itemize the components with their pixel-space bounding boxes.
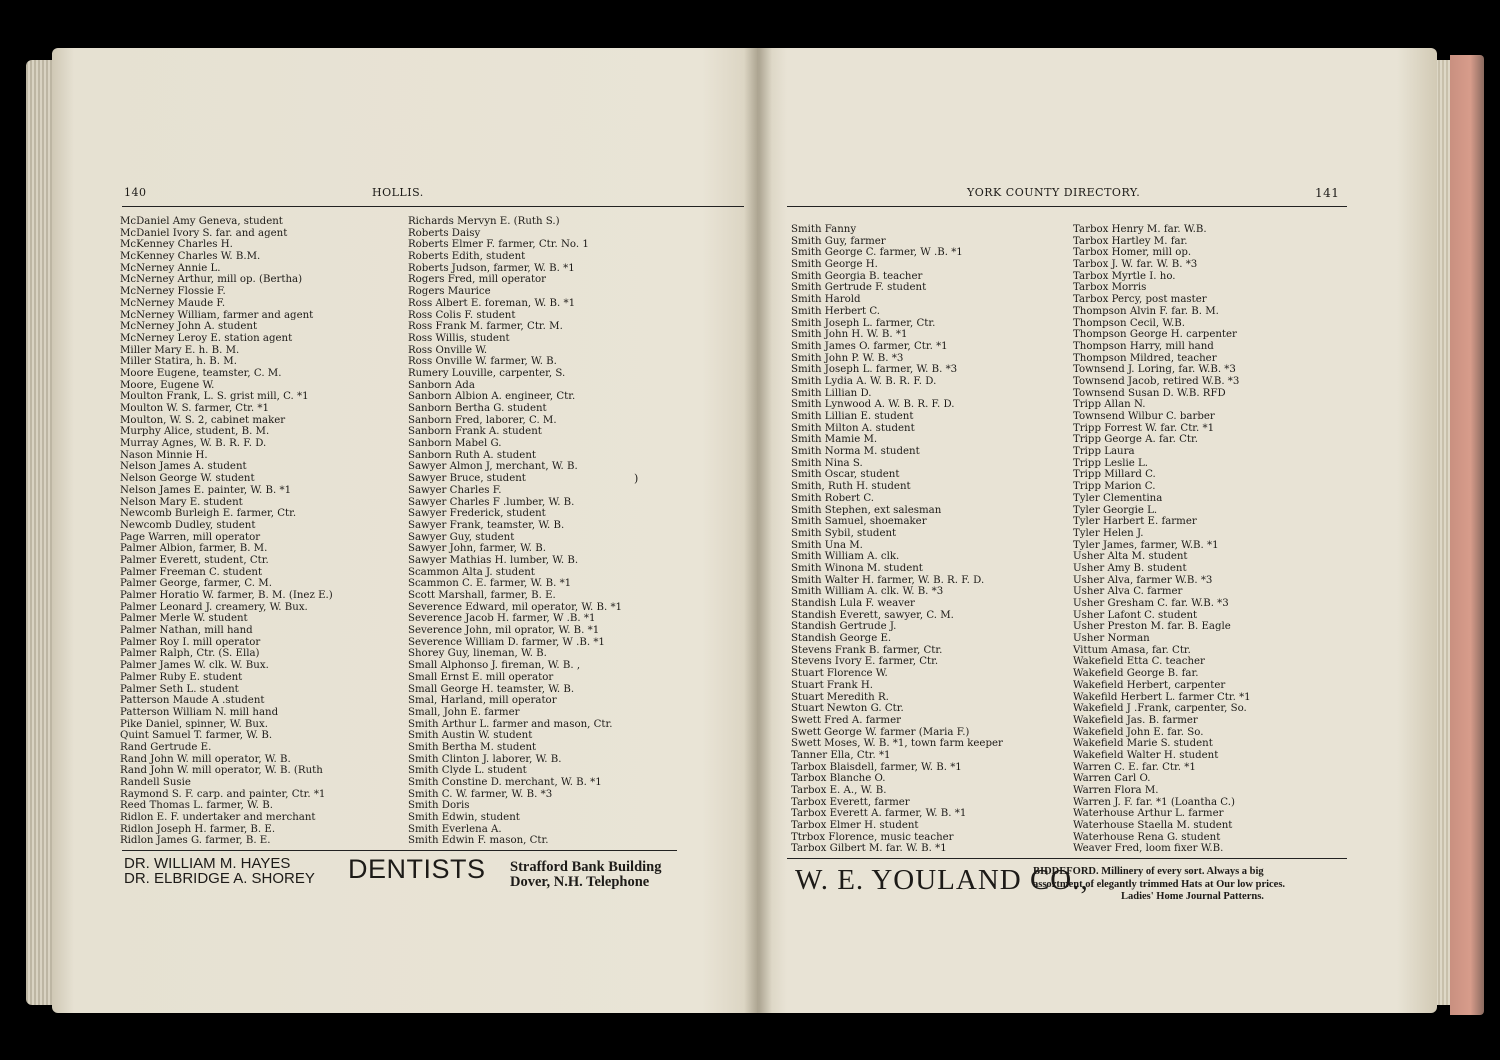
directory-entry: Smith Harold — [791, 294, 861, 306]
directory-entry: Murphy Alice, student, B. M. — [120, 426, 270, 438]
directory-entry: Sanborn Ruth A. student — [408, 449, 536, 461]
dentists-ad-address — [510, 860, 662, 890]
directory-entry: Smith John P. W. B. *3 — [791, 352, 904, 364]
directory-entry: Richards Mervyn E. (Ruth S.) — [408, 216, 560, 227]
directory-entry: Nelson George W. student — [120, 473, 255, 485]
directory-entry: Smith Norma M. student — [791, 446, 920, 458]
directory-entry: Scammon Alta J. student — [408, 566, 535, 578]
directory-entry: Rand Gertrude E. — [120, 741, 212, 753]
directory-entry: Smith Doris — [408, 800, 470, 812]
directory-entry: Small Ernst E. mill operator — [408, 671, 554, 683]
directory-entry: Smith Samuel, shoemaker — [791, 516, 927, 528]
directory-entry: Sawyer Mathias H. lumber, W. B. — [408, 554, 579, 566]
directory-entry: Smith Austin W. student — [408, 730, 533, 742]
directory-entry: Smith Una M. — [791, 539, 863, 551]
directory-entry: Ross Willis, student — [408, 332, 510, 344]
directory-entry: Tarbox Everett A. farmer, W. B. *1 — [791, 808, 967, 820]
directory-entry: Rogers Fred, mill operator — [408, 274, 547, 286]
directory-entry: McNerney Flossie F. — [120, 286, 226, 298]
header-rule — [787, 206, 1347, 207]
directory-entry: Sanborn Fred, laborer, C. M. — [408, 414, 557, 426]
directory-entry: Swett George W. farmer (Maria F.) — [791, 726, 970, 738]
directory-entry: Usher Gresham C. far. W.B. *3 — [1073, 598, 1229, 609]
ad-address-line: Strafford Bank Building — [510, 859, 662, 875]
directory-entry: Sawyer Almon J, merchant, W. B. — [408, 461, 578, 473]
directory-entry: Murray Agnes, W. B. R. F. D. — [120, 438, 267, 450]
directory-entry: Warren Carl O. — [1073, 773, 1151, 785]
directory-entry: Townsend Wilbur C. barber — [1073, 411, 1215, 422]
directory-entry: Smith Mamie M. — [791, 434, 878, 446]
directory-entry: Ross Onville W. farmer, W. B. — [408, 356, 557, 368]
directory-entry: Miller Mary E. h. B. M. — [120, 344, 240, 356]
directory-entry: Townsend Jacob, retired W.B. *3 — [1073, 375, 1240, 387]
directory-entry: Palmer Leonard J. creamery, W. Bux. — [120, 601, 308, 613]
running-head: HOLLIS. — [372, 186, 424, 199]
ad-doctor-name: DR. WILLIAM M. HAYES — [124, 855, 291, 872]
directory-entry: Tarbox Morris — [1073, 282, 1147, 294]
directory-entry: Thompson Cecil, W.B. — [1073, 317, 1186, 329]
directory-entry: Smith Stephen, ext salesman — [791, 504, 942, 516]
running-head: YORK COUNTY DIRECTORY. — [967, 186, 1141, 199]
directory-entry: Smith Edwin F. mason, Ctr. — [408, 835, 549, 847]
directory-entry: Smith Sybil, student — [791, 527, 897, 539]
directory-entry: Wakefild Herbert L. farmer Ctr. *1 — [1073, 691, 1251, 703]
directory-entry: Townsend Susan D. W.B. RFD — [1073, 387, 1226, 399]
directory-entry: Tarbox Blaisdell, farmer, W. B. *1 — [791, 761, 962, 773]
directory-column-left-1 — [120, 216, 333, 847]
directory-entry: Smith Lynwood A. W. B. R. F. D. — [791, 399, 955, 411]
directory-entry: Palmer Seth L. student — [120, 683, 239, 695]
directory-entry: Waterhouse Staella M. student — [1073, 820, 1233, 832]
directory-entry: Smith Walter H. farmer, W. B. R. F. D. — [791, 574, 985, 586]
directory-entry: Tarbox Blanche O. — [791, 773, 886, 785]
directory-entry: Sanborn Mabel G. — [408, 438, 502, 450]
directory-entry: Smith Winona M. student — [791, 562, 923, 574]
directory-entry: Severence Jacob H. farmer, W .B. *1 — [408, 613, 596, 625]
directory-entry: Smith Clinton J. laborer, W. B. — [408, 753, 562, 765]
directory-entry: McDaniel Ivory S. far. and agent — [120, 227, 288, 239]
directory-entry: Townsend J. Loring, far. W.B. *3 — [1073, 364, 1236, 376]
directory-entry: Moore Eugene, teamster, C. M. — [120, 367, 282, 379]
directory-entry: Rumery Louville, carpenter, S. — [408, 367, 566, 379]
directory-entry: Ross Onville W. — [408, 344, 488, 356]
directory-entry: Tripp George A. far. Ctr. — [1073, 434, 1198, 446]
directory-entry: Smith James O. farmer, Ctr. *1 — [791, 340, 948, 352]
directory-entry: Smith George H. — [791, 259, 878, 271]
directory-entry: Smith Georgia B. teacher — [791, 270, 923, 282]
directory-entry: Severence John, mil oprator, W. B. *1 — [408, 625, 600, 637]
directory-entry: McDaniel Amy Geneva, student — [120, 216, 283, 227]
directory-entry: Nason Minnie H. — [120, 449, 208, 461]
directory-entry: Scott Marshall, farmer, B. E. — [408, 590, 556, 601]
directory-entry: Tyler Harbert E. farmer — [1073, 516, 1197, 528]
directory-entry: Nelson James A. student — [120, 461, 247, 473]
directory-entry: Palmer Freeman C. student — [120, 566, 263, 578]
directory-entry: Smith Edwin, student — [408, 812, 520, 824]
directory-entry: Reed Thomas L. farmer, W. B. — [120, 800, 273, 812]
directory-entry: Palmer Roy I. mill operator — [120, 636, 261, 648]
directory-entry: Tripp Millard C. — [1073, 469, 1156, 481]
ad-dentists-title: DENTISTS — [348, 854, 486, 884]
directory-entry: Tripp Leslie L. — [1073, 457, 1149, 469]
page-number: 141 — [1315, 186, 1340, 200]
directory-entry: Wakefield J .Frank, carpenter, So. — [1073, 703, 1247, 715]
directory-entry: Ross Frank M. farmer, Ctr. M. — [408, 321, 563, 333]
directory-entry: Thompson George H. carpenter — [1073, 329, 1237, 341]
directory-entry: Palmer George, farmer, C. M. — [120, 578, 272, 590]
directory-entry: Weaver Fred, loom fixer W.B. — [1073, 843, 1224, 855]
directory-entry: Sawyer John, farmer, W. B. — [408, 543, 547, 555]
directory-entry: Roberts Judson, farmer, W. B. *1 — [408, 262, 575, 274]
directory-entry: Tyler Clementina — [1073, 492, 1163, 504]
directory-entry: Palmer Merle W. student — [120, 613, 248, 625]
directory-entry: Smith Joseph L. farmer, W. B. *3 — [791, 364, 958, 376]
directory-entry: Palmer Ralph, Ctr. (S. Ella) — [120, 648, 260, 660]
directory-entry: Rogers Maurice — [408, 286, 491, 298]
directory-entry: McNerney John A. student — [120, 321, 258, 333]
directory-entry: Smith Gertrude F. student — [791, 282, 927, 294]
directory-entry: McKenney Charles H. — [120, 239, 233, 251]
directory-entry: Wakefield Marie S. student — [1073, 738, 1213, 750]
directory-entry: Tarbox Gilbert M. far. W. B. *1 — [791, 843, 947, 855]
directory-entry: Smith Everlena A. — [408, 823, 502, 835]
directory-entry: Smith Arthur L. farmer and mason, Ctr. — [408, 718, 613, 730]
directory-entry: Stevens Ivory E. farmer, Ctr. — [791, 656, 939, 668]
directory-entry: Usher Amy B. student — [1073, 562, 1187, 574]
directory-entry: Roberts Daisy — [408, 227, 481, 239]
directory-entry: Tanner Ella, Ctr. *1 — [791, 749, 891, 761]
directory-entry: Smith Guy, farmer — [791, 235, 886, 247]
directory-entry: Roberts Edith, student — [408, 251, 526, 263]
directory-entry: Standish Everett, sawyer, C. M. — [791, 609, 954, 621]
directory-entry: Ridlon Joseph H. farmer, B. E. — [120, 823, 276, 835]
directory-entry: Vittum Amasa, far. Ctr. — [1073, 644, 1191, 656]
directory-entry: Standish Gertrude J. — [791, 621, 897, 633]
directory-entry: Stevens Frank B. farmer, Ctr. — [791, 644, 943, 656]
directory-entry: Wakefield George B. far. — [1073, 668, 1199, 680]
directory-entry: Small George H. teamster, W. B. — [408, 683, 575, 695]
directory-entry: Ross Colis F. student — [408, 309, 516, 321]
directory-entry: Thompson Mildred, teacher — [1073, 352, 1217, 364]
directory-entry: McNerney Leroy E. station agent — [120, 332, 293, 344]
directory-entry: Ridlon James G. farmer, B. E. — [120, 835, 271, 847]
directory-entry: Smith Robert C. — [791, 492, 875, 504]
book-gutter — [744, 48, 772, 1013]
directory-entry: Usher Alta M. student — [1073, 551, 1188, 563]
directory-entry: Tarbox Myrtle I. ho. — [1073, 270, 1176, 282]
directory-entry: Smal, Harland, mill operator — [408, 695, 557, 707]
directory-entry: Tarbox J. W. far. W. B. *3 — [1073, 259, 1198, 271]
directory-entry: Thompson Alvin F. far. B. M. — [1073, 305, 1219, 317]
directory-entry: Sawyer Guy, student — [408, 531, 515, 543]
directory-entry: Patterson Maude A .student — [120, 695, 265, 707]
directory-entry: Nelson James E. painter, W. B. *1 — [120, 484, 292, 496]
directory-entry: Tarbox Everett, farmer — [791, 796, 910, 808]
directory-entry: Tarbox Elmer H. student — [791, 820, 919, 832]
directory-entry: Usher Lafont C. student — [1073, 609, 1198, 621]
directory-entry: Smith Lillian D. — [791, 387, 872, 399]
directory-entry: Standish Lula F. weaver — [791, 598, 915, 609]
directory-entry: Stuart Meredith R. — [791, 691, 889, 703]
directory-entry: Waterhouse Arthur L. farmer — [1073, 808, 1224, 820]
directory-entry: Quint Samuel T. farmer, W. B. — [120, 730, 273, 742]
directory-entry: Palmer Everett, student, Ctr. — [120, 554, 269, 566]
directory-entry: Palmer James W. clk. W. Bux. — [120, 660, 269, 672]
directory-entry: Moulton W. S. farmer, Ctr. *1 — [120, 403, 269, 414]
directory-entry: Sawyer Frank, teamster, W. B. — [408, 519, 565, 531]
footer-rule — [122, 850, 677, 851]
directory-entry: Smith, Ruth H. student — [791, 481, 911, 493]
directory-entry: Tarbox Henry M. far. W.B. — [1073, 224, 1207, 235]
right-page — [757, 48, 1437, 1013]
directory-entry: Tyler James, farmer, W.B. *1 — [1073, 539, 1219, 551]
directory-entry: Usher Norman — [1073, 633, 1150, 645]
directory-entry: Pike Daniel, spinner, W. Bux. — [120, 718, 268, 730]
directory-entry: Smith Joseph L. farmer, Ctr. — [791, 317, 936, 329]
directory-column-left-2 — [408, 216, 622, 847]
directory-entry: Page Warren, mill operator — [120, 531, 261, 543]
directory-entry: Small, John E. farmer — [408, 706, 520, 718]
directory-entry: Palmer Nathan, mill hand — [120, 625, 253, 637]
directory-entry: Wakefield Herbert, carpenter — [1073, 679, 1226, 691]
directory-entry: Standish George E. — [791, 633, 892, 645]
directory-entry: Smith Nina S. — [791, 457, 863, 469]
directory-entry: Sawyer Bruce, student — [408, 473, 526, 485]
directory-entry: Ttrbox Florence, music teacher — [791, 831, 954, 843]
directory-entry: Miller Statira, h. B. M. — [120, 356, 237, 368]
directory-entry: McNerney William, farmer and agent — [120, 309, 314, 321]
directory-entry: Sanborn Bertha G. student — [408, 403, 547, 414]
ad-address-line: Dover, N.H. Telephone — [510, 874, 650, 890]
directory-entry: Newcomb Dudley, student — [120, 519, 256, 531]
directory-entry: Thompson Harry, mill hand — [1073, 340, 1214, 352]
directory-entry: Smith Milton A. student — [791, 422, 915, 434]
directory-entry: Wakefield John E. far. So. — [1073, 726, 1204, 738]
directory-entry: Rand John W. mill operator, W. B. — [120, 753, 291, 765]
directory-entry: Swett Moses, W. B. *1, town farm keeper — [791, 738, 1003, 750]
directory-entry: Smith John H. W. B. *1 — [791, 329, 908, 341]
directory-entry: Palmer Horatio W. farmer, B. M. (Inez E.) — [120, 590, 333, 601]
open-book — [22, 40, 1482, 1025]
directory-entry: Smith Clyde L. student — [408, 765, 527, 777]
directory-entry: Sanborn Frank A. student — [408, 426, 542, 438]
directory-entry: Smith Herbert C. — [791, 305, 880, 317]
directory-entry: Tarbox Hartley M. far. — [1073, 235, 1188, 247]
directory-entry: Usher Preston M. far. B. Eagle — [1073, 621, 1231, 633]
directory-entry: McKenney Charles W. B.M. — [120, 251, 261, 263]
directory-entry: Smith Lillian E. student — [791, 411, 914, 422]
directory-entry: Smith William A. clk. W. B. *3 — [791, 586, 944, 598]
directory-entry: Moulton, W. S. 2, cabinet maker — [120, 414, 286, 426]
directory-entry: Tyler Helen J. — [1073, 527, 1144, 539]
directory-entry: Wakefield Etta C. teacher — [1073, 656, 1205, 668]
book-cover-edge — [1450, 55, 1484, 1015]
directory-entry: McNerney Maude F. — [120, 297, 226, 309]
directory-entry: Sanborn Albion A. engineer, Ctr. — [408, 391, 576, 403]
directory-column-right-2 — [1073, 224, 1251, 855]
youland-ad-text — [1033, 866, 1285, 904]
directory-entry: Sawyer Frederick, student — [408, 508, 546, 520]
directory-entry: Patterson William N. mill hand — [120, 706, 279, 718]
directory-entry: Ridlon E. F. undertaker and merchant — [120, 812, 316, 824]
directory-entry: Stuart Frank H. — [791, 679, 874, 691]
directory-entry: McNerney Arthur, mill op. (Bertha) — [120, 274, 303, 286]
directory-entry: Smith Fanny — [791, 224, 857, 235]
directory-entry: Newcomb Burleigh E. farmer, Ctr. — [120, 508, 297, 520]
ad-text-line: assortment of elegantly trimmed Hats at Our low prices. — [1033, 878, 1286, 890]
ad-doctor-name: DR. ELBRIDGE A. SHOREY — [124, 870, 315, 887]
directory-entry: Smith William A. clk. — [791, 551, 900, 563]
left-page — [52, 48, 757, 1013]
ad-text-line: BIDDEFORD. Millinery of every sort. Always a big — [1033, 866, 1264, 877]
directory-column-right-1 — [791, 224, 1003, 855]
directory-entry: Tripp Forrest W. far. Ctr. *1 — [1073, 422, 1215, 434]
directory-entry: Severence William D. farmer, W .B. *1 — [408, 636, 605, 648]
directory-entry: McNerney Annie L. — [120, 262, 221, 274]
directory-entry: Smith Constine D. merchant, W. B. *1 — [408, 777, 602, 788]
directory-entry: Nelson Mary E. student — [120, 496, 243, 508]
stray-mark: ) — [634, 472, 639, 485]
directory-entry: Tripp Marion C. — [1073, 481, 1156, 493]
directory-entry: Warren J. F. far. *1 (Loantha C.) — [1073, 796, 1235, 808]
directory-entry: Moore, Eugene W. — [120, 379, 215, 391]
ad-youland-company: W. E. YOULAND CO., — [795, 864, 1089, 896]
directory-entry: Sawyer Charles F. — [408, 484, 502, 496]
directory-entry: Raymond S. F. carp. and painter, Ctr. *1 — [120, 788, 326, 800]
directory-entry: Usher Alva C. farmer — [1073, 586, 1183, 598]
directory-entry: Sawyer Charles F .lumber, W. B. — [408, 496, 575, 508]
directory-entry: Scammon C. E. farmer, W. B. *1 — [408, 578, 572, 590]
directory-entry: Severence Edward, mil operator, W. B. *1 — [408, 601, 623, 613]
directory-entry: Warren Flora M. — [1073, 785, 1159, 796]
directory-entry: Smith Oscar, student — [791, 469, 900, 481]
directory-entry: Palmer Albion, farmer, B. M. — [120, 543, 268, 555]
directory-entry: Sanborn Ada — [408, 379, 475, 391]
directory-entry: Smith Bertha M. student — [408, 741, 537, 753]
directory-entry: Roberts Elmer F. farmer, Ctr. No. 1 — [408, 239, 589, 251]
directory-entry: Swett Fred A. farmer — [791, 714, 901, 726]
directory-entry: Smith C. W. farmer, W. B. *3 — [408, 788, 553, 800]
directory-entry: Wakefield Walter H. student — [1073, 749, 1219, 761]
directory-entry: Moulton Frank, L. S. grist mill, C. *1 — [120, 391, 309, 403]
page-number: 140 — [124, 186, 147, 199]
directory-entry: Waterhouse Rena G. student — [1073, 831, 1221, 843]
directory-entry: Randell Susie — [120, 777, 191, 788]
directory-entry: Shorey Guy, lineman, W. B. — [408, 648, 547, 660]
directory-entry: Small Alphonso J. fireman, W. B. , — [408, 660, 581, 672]
footer-rule — [787, 858, 1347, 859]
ad-text-line: Ladies' Home Journal Patterns. — [1121, 891, 1264, 902]
directory-entry: Tarbox Percy, post master — [1073, 294, 1207, 306]
directory-entry: Tripp Laura — [1073, 446, 1135, 458]
dentists-ad — [124, 856, 315, 886]
header-rule — [122, 206, 744, 207]
directory-entry: Stuart Newton G. Ctr. — [791, 703, 904, 715]
directory-entry: Tarbox Homer, mill op. — [1073, 247, 1192, 259]
directory-entry: Ross Albert E. foreman, W. B. *1 — [408, 297, 576, 309]
directory-entry: Tyler Georgie L. — [1073, 504, 1158, 516]
directory-entry: Tarbox E. A., W. B. — [791, 785, 887, 796]
directory-entry: Smith Lydia A. W. B. R. F. D. — [791, 375, 937, 387]
directory-entry: Tripp Allan N. — [1073, 399, 1146, 411]
directory-entry: Palmer Ruby E. student — [120, 671, 243, 683]
directory-entry: Stuart Florence W. — [791, 668, 888, 680]
directory-entry: Wakefield Jas. B. farmer — [1073, 714, 1198, 726]
directory-entry: Warren C. E. far. Ctr. *1 — [1073, 761, 1196, 773]
directory-entry: Rand John W. mill operator, W. B. (Ruth — [120, 765, 323, 777]
directory-entry: Smith George C. farmer, W .B. *1 — [791, 247, 963, 259]
directory-entry: Usher Alva, farmer W.B. *3 — [1073, 574, 1213, 586]
